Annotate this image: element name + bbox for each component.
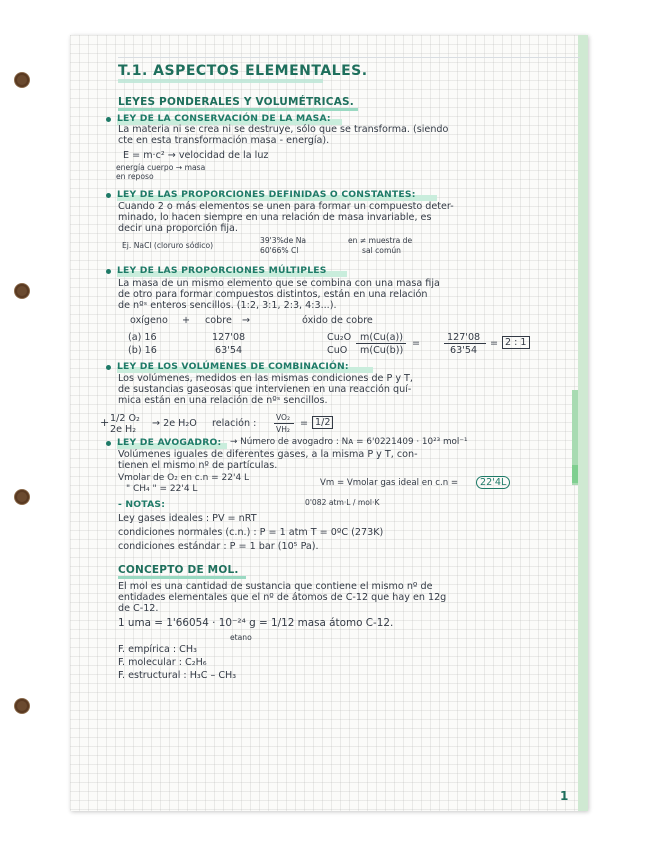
- notes-title: - NOTAS:: [118, 499, 166, 510]
- table-cell: m(Cu(b)): [360, 345, 404, 356]
- text-line: de C-12.: [118, 603, 159, 614]
- table-cell: 127'08: [447, 332, 481, 343]
- table-cell: CuO: [327, 345, 348, 356]
- formula-molecular: F. molecular : C₂H₆: [118, 657, 207, 668]
- section-title-highlight: [118, 576, 246, 579]
- equals-sign: =: [300, 418, 309, 429]
- table-header-cell: cobre: [205, 315, 232, 326]
- binder-hole: [15, 699, 29, 713]
- table-cell: 127'08: [212, 332, 246, 343]
- note-line: energía cuerpo → masa: [116, 163, 206, 172]
- example-value: 39'3%de Na: [260, 236, 307, 245]
- heading-volumenes-combinacion: LEY DE LOS VOLÚMENES DE COMBINACIÓN:: [117, 361, 349, 372]
- note-line: en reposo: [116, 172, 154, 181]
- text-line: entidades elementales que el nº de átomos de C-12 que hay en 12g: [118, 592, 447, 603]
- molar-volume-o2: Vmolar de O₂ en c.n = 22'4 L: [118, 473, 250, 483]
- heading-avogadro: LEY DE AVOGADRO:: [117, 437, 222, 448]
- text-line: de nºˢ enteros sencillos. (1:2, 3:1, 2:3, 4:3...).: [118, 300, 337, 311]
- uma-definition: 1 uma = 1'66054 · 10⁻²⁴ g = 1/12 masa átomo C-12.: [118, 617, 394, 629]
- table-cell: 63'54: [450, 345, 478, 356]
- fraction-bar: [356, 343, 406, 344]
- section-title-mol: CONCEPTO DE MOL.: [118, 564, 239, 576]
- bullet-dot: [106, 269, 111, 274]
- text-line: Los volúmenes, medidos en las mismas condiciones de P y T,: [118, 373, 413, 384]
- plus-sign: +: [100, 416, 110, 429]
- heading-proporciones-multiples: LEY DE LAS PROPORCIONES MÚLTIPLES: [117, 265, 327, 276]
- page-edge-tab: [578, 35, 588, 811]
- text-line: El mol es una cantidad de sustancia que contiene el mismo nº de: [118, 581, 433, 592]
- table-cell: (a) 16: [128, 332, 157, 343]
- etano-label: etano: [230, 633, 252, 642]
- example-note: sal común: [362, 246, 401, 255]
- header-rule: [118, 57, 580, 58]
- example-value: 60'66% Cl: [260, 246, 299, 255]
- binder-hole: [15, 490, 29, 504]
- bullet-dot: [106, 365, 111, 370]
- note-normal-conditions: condiciones normales (c.n.) : P = 1 atm T = 0ºC (273K): [118, 527, 384, 538]
- text-line: cte en esta transformación masa - energía).: [118, 135, 330, 146]
- relation-numerator: VO₂: [276, 413, 291, 422]
- formula-empirica: F. empírica : CH₃: [118, 644, 197, 655]
- text-line: La materia ni se crea ni se destruye, sólo que se transforma. (siendo: [118, 124, 449, 135]
- fraction-bar: [274, 423, 294, 424]
- example-note: en ≠ muestra de: [348, 236, 413, 245]
- molar-volume-ch4: " CH₄ " = 22'4 L: [126, 484, 198, 494]
- table-header-cell: óxido de cobre: [302, 315, 373, 326]
- table-header-cell: oxígeno: [130, 315, 168, 326]
- text-line: de sustancias gaseosas que intervienen en una reacción quí-: [118, 384, 412, 395]
- text-line: decir una proporción fija.: [118, 223, 238, 234]
- table-cell: Cu₂O: [327, 332, 352, 343]
- formula-einstein: E = m·c² → velocidad de la luz: [123, 150, 269, 161]
- section-title-leyes: LEYES PONDERALES Y VOLUMÉTRICAS.: [118, 96, 354, 108]
- table-cell: m(Cu(a)): [360, 332, 403, 343]
- equals-sign: =: [412, 338, 421, 349]
- relation-denominator: VH₂: [276, 425, 290, 434]
- avogadro-number: → Número de avogadro : Nᴀ = 6'0221409 · 10²³ mol⁻¹: [230, 437, 468, 447]
- text-line: de otro para formar compuestos distintos, están en una relación: [118, 289, 428, 300]
- equals-sign: =: [490, 338, 499, 349]
- title-highlight: [118, 79, 323, 83]
- heading-proporciones-definidas: LEY DE LAS PROPORCIONES DEFINIDAS O CONSTANTES:: [117, 189, 416, 200]
- relation-result: 1/2: [312, 417, 333, 428]
- sticky-tab-accent: [572, 465, 578, 483]
- reactant-o2: 1/2 O₂: [110, 413, 140, 424]
- binder-hole: [15, 73, 29, 87]
- ratio-result: 2 : 1: [502, 337, 530, 348]
- text-line: tienen el mismo nº de partículas.: [118, 460, 278, 471]
- fraction-bar: [444, 343, 486, 344]
- bullet-dot: [106, 193, 111, 198]
- text-line: mica están en una relación de nºˢ sencillos.: [118, 395, 328, 406]
- note-standard-conditions: condiciones estándar : P = 1 bar (10⁵ Pa).: [118, 541, 319, 552]
- molar-volume-definition: Vm = Vmolar gas ideal en c.n =: [320, 478, 459, 488]
- molar-volume-value: 22'4L: [476, 477, 510, 488]
- text-line: Volúmenes iguales de diferentes gases, a la misma P y T, con-: [118, 449, 418, 460]
- table-cell: (b) 16: [128, 345, 157, 356]
- text-line: minado, lo hacen siempre en una relación de masa invariable, es: [118, 212, 432, 223]
- table-header-cell: →: [242, 315, 251, 326]
- gas-constant-value: 0'082 atm·L / mol·K: [305, 498, 380, 507]
- relation-label: relación :: [212, 418, 257, 429]
- notebook-page: [70, 35, 588, 811]
- text-line: Cuando 2 o más elementos se unen para formar un compuesto deter-: [118, 201, 454, 212]
- reactant-h2: 2e H₂: [110, 424, 137, 435]
- heading-conservacion-masa: LEY DE LA CONSERVACIÓN DE LA MASA:: [117, 113, 331, 124]
- page-title: T.1. ASPECTOS ELEMENTALES.: [118, 63, 368, 79]
- note-ideal-gas: Ley gases ideales : PV = nRT: [118, 513, 257, 524]
- text-line: La masa de un mismo elemento que se combina con una masa fija: [118, 278, 440, 289]
- product-water: → 2e H₂O: [152, 418, 197, 429]
- page-number: 1: [560, 789, 569, 803]
- example-label: Ej. NaCl (cloruro sódico): [122, 241, 214, 250]
- bullet-dot: [106, 441, 111, 446]
- binder-hole: [15, 284, 29, 298]
- section-title-highlight: [118, 108, 358, 111]
- table-header-cell: +: [182, 315, 191, 326]
- formula-estructural: F. estructural : H₃C – CH₃: [118, 670, 237, 681]
- table-cell: 63'54: [215, 345, 243, 356]
- bullet-dot: [106, 117, 111, 122]
